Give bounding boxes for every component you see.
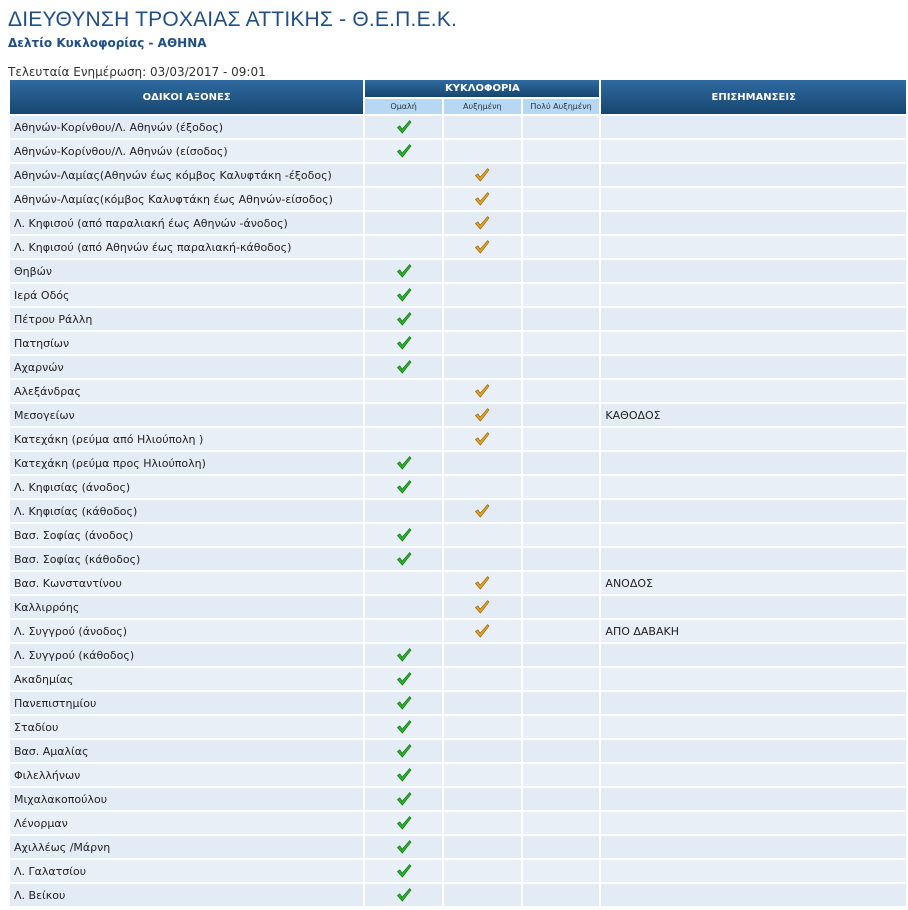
road-note (601, 764, 906, 786)
page-subtitle: Δελτίο Κυκλοφορίας - ΑΘΗΝΑ (8, 36, 207, 50)
road-note (601, 236, 906, 258)
road-name: Λ. Κηφισίας (κάθοδος) (10, 500, 363, 522)
traffic-level-cell (523, 620, 600, 642)
road-note (601, 740, 906, 762)
road-note (601, 716, 906, 738)
road-note (601, 668, 906, 690)
table-row (10, 260, 906, 282)
traffic-level-cell (523, 812, 600, 834)
check-green-icon (396, 671, 412, 687)
check-green-icon (396, 887, 412, 903)
table-row (10, 380, 906, 402)
road-note (601, 596, 906, 618)
traffic-level-cell (523, 116, 600, 138)
road-name: Αθηνών-Λαμίας(κόμβος Καλυφτάκη έως Αθηνών-είσοδος) (10, 188, 363, 210)
table-row (10, 140, 906, 162)
traffic-level-cell (523, 572, 600, 594)
traffic-level-cell (523, 764, 600, 786)
traffic-level-cell (444, 116, 521, 138)
traffic-table (8, 78, 908, 908)
road-note (601, 884, 906, 906)
traffic-level-cell (444, 836, 521, 858)
road-note (601, 644, 906, 666)
traffic-level-cell (365, 164, 442, 186)
table-row (10, 116, 906, 138)
road-note (601, 548, 906, 570)
table-row (10, 164, 906, 186)
road-name: Βασ. Σοφίας (άνοδος) (10, 524, 363, 546)
traffic-level-cell (365, 668, 442, 690)
traffic-level-cell (523, 524, 600, 546)
road-name: Αθηνών-Κορίνθου/Λ. Αθηνών (είσοδος) (10, 140, 363, 162)
traffic-level-cell (365, 236, 442, 258)
traffic-level-cell (365, 764, 442, 786)
traffic-level-cell (523, 452, 600, 474)
table-row (10, 308, 906, 330)
road-note (601, 692, 906, 714)
road-name: Λ. Συγγρού (άνοδος) (10, 620, 363, 642)
check-green-icon (396, 287, 412, 303)
road-note: ΚΑΘΟΔΟΣ (601, 404, 906, 426)
table-row (10, 572, 906, 594)
traffic-level-cell (365, 404, 442, 426)
road-note (601, 500, 906, 522)
road-name: Λ. Γαλατσίου (10, 860, 363, 882)
traffic-level-cell (444, 548, 521, 570)
check-green-icon (396, 839, 412, 855)
road-note (601, 860, 906, 882)
table-row (10, 548, 906, 570)
check-green-icon (396, 695, 412, 711)
header-level-normal: Ομαλή (365, 99, 442, 114)
traffic-level-cell (523, 236, 600, 258)
traffic-level-cell (365, 428, 442, 450)
traffic-level-cell (523, 428, 600, 450)
check-orange-icon (474, 383, 490, 399)
traffic-rows (10, 116, 906, 906)
check-green-icon (396, 263, 412, 279)
road-name: Μιχαλακοπούλου (10, 788, 363, 810)
traffic-level-cell (523, 164, 600, 186)
traffic-level-cell (523, 140, 600, 162)
traffic-level-cell (523, 476, 600, 498)
page-title: ΔΙΕΥΘΥΝΣΗ ΤΡΟΧΑΙΑΣ ΑΤΤΙΚΗΣ - Θ.Ε.Π.Ε.Κ. (8, 8, 458, 31)
traffic-level-cell (523, 548, 600, 570)
traffic-level-cell (523, 740, 600, 762)
table-row (10, 476, 906, 498)
traffic-level-cell (365, 572, 442, 594)
traffic-level-cell (523, 668, 600, 690)
traffic-level-cell (444, 428, 521, 450)
traffic-level-cell (444, 884, 521, 906)
traffic-level-cell (523, 596, 600, 618)
traffic-level-cell (365, 332, 442, 354)
traffic-level-cell (365, 692, 442, 714)
traffic-level-cell (365, 596, 442, 618)
road-name: Πανεπιστημίου (10, 692, 363, 714)
traffic-level-cell (444, 740, 521, 762)
traffic-level-cell (365, 500, 442, 522)
road-note (601, 380, 906, 402)
traffic-level-cell (365, 644, 442, 666)
road-note (601, 116, 906, 138)
check-orange-icon (474, 575, 490, 591)
traffic-level-cell (444, 788, 521, 810)
check-green-icon (396, 815, 412, 831)
header-level-increased: Αυξημένη (444, 99, 521, 114)
check-green-icon (396, 527, 412, 543)
traffic-level-cell (444, 596, 521, 618)
check-green-icon (396, 863, 412, 879)
road-name: Μεσογείων (10, 404, 363, 426)
road-name: Λ. Βείκου (10, 884, 363, 906)
check-orange-icon (474, 215, 490, 231)
traffic-level-cell (365, 284, 442, 306)
traffic-level-cell (444, 620, 521, 642)
traffic-level-cell (365, 116, 442, 138)
table-row (10, 620, 906, 642)
check-orange-icon (474, 167, 490, 183)
traffic-level-cell (444, 140, 521, 162)
table-row (10, 596, 906, 618)
check-green-icon (396, 647, 412, 663)
traffic-level-cell (365, 476, 442, 498)
road-name: Φιλελλήνων (10, 764, 363, 786)
traffic-level-cell (444, 716, 521, 738)
traffic-level-cell (444, 236, 521, 258)
table-row (10, 884, 906, 906)
road-name: Κατεχάκη (ρεύμα προς Ηλιούπολη) (10, 452, 363, 474)
road-note (601, 452, 906, 474)
road-name: Πατησίων (10, 332, 363, 354)
road-note (601, 428, 906, 450)
traffic-level-cell (365, 140, 442, 162)
traffic-level-cell (365, 548, 442, 570)
table-row (10, 524, 906, 546)
table-row (10, 428, 906, 450)
page-header (0, 0, 908, 80)
road-note (601, 836, 906, 858)
check-green-icon (396, 455, 412, 471)
check-green-icon (396, 335, 412, 351)
last-updated: Τελευταία Ενημέρωση: 03/03/2017 - 09:01 (8, 65, 266, 79)
traffic-level-cell (365, 812, 442, 834)
table-row (10, 452, 906, 474)
traffic-level-cell (365, 452, 442, 474)
traffic-level-cell (444, 668, 521, 690)
traffic-level-cell (523, 356, 600, 378)
check-green-icon (396, 767, 412, 783)
check-orange-icon (474, 623, 490, 639)
check-green-icon (396, 743, 412, 759)
road-name: Ακαδημίας (10, 668, 363, 690)
traffic-level-cell (444, 572, 521, 594)
road-note (601, 788, 906, 810)
table-row (10, 836, 906, 858)
traffic-level-cell (365, 188, 442, 210)
traffic-level-cell (444, 812, 521, 834)
traffic-level-cell (444, 212, 521, 234)
traffic-level-cell (523, 692, 600, 714)
traffic-level-cell (365, 620, 442, 642)
traffic-level-cell (365, 308, 442, 330)
road-name: Κατεχάκη (ρεύμα από Ηλιούπολη ) (10, 428, 363, 450)
traffic-level-cell (523, 260, 600, 282)
check-green-icon (396, 551, 412, 567)
traffic-level-cell (365, 260, 442, 282)
table-row (10, 500, 906, 522)
traffic-level-cell (444, 524, 521, 546)
road-name: Λ. Κηφισίας (άνοδος) (10, 476, 363, 498)
traffic-level-cell (444, 764, 521, 786)
traffic-level-cell (444, 380, 521, 402)
traffic-level-cell (523, 716, 600, 738)
road-note (601, 188, 906, 210)
road-name: Λ. Κηφισού (από Αθηνών έως παραλιακή-κάθοδος) (10, 236, 363, 258)
traffic-level-cell (365, 524, 442, 546)
road-name: Βασ. Σοφίας (κάθοδος) (10, 548, 363, 570)
table-row (10, 692, 906, 714)
header-roads: ΟΔΙΚΟΙ ΑΞΟΝΕΣ (10, 80, 363, 114)
road-name: Θηβών (10, 260, 363, 282)
road-name: Αθηνών-Λαμίας(Αθηνών έως κόμβος Καλυφτάκη -έξοδος) (10, 164, 363, 186)
traffic-level-cell (365, 716, 442, 738)
traffic-level-cell (523, 500, 600, 522)
traffic-level-cell (523, 788, 600, 810)
check-green-icon (396, 719, 412, 735)
road-name: Αθηνών-Κορίνθου/Λ. Αθηνών (έξοδος) (10, 116, 363, 138)
road-name: Λ. Κηφισού (από παραλιακή έως Αθηνών -άνοδος) (10, 212, 363, 234)
table-row (10, 788, 906, 810)
traffic-level-cell (523, 212, 600, 234)
road-note: ΑΝΟΔΟΣ (601, 572, 906, 594)
traffic-level-cell (444, 332, 521, 354)
check-orange-icon (474, 407, 490, 423)
road-name: Λ. Συγγρού (κάθοδος) (10, 644, 363, 666)
traffic-level-cell (523, 380, 600, 402)
traffic-level-cell (444, 404, 521, 426)
road-note (601, 284, 906, 306)
traffic-level-cell (444, 692, 521, 714)
traffic-level-cell (523, 836, 600, 858)
road-note (601, 332, 906, 354)
traffic-level-cell (444, 644, 521, 666)
road-note (601, 356, 906, 378)
check-green-icon (396, 311, 412, 327)
traffic-level-cell (365, 836, 442, 858)
traffic-level-cell (444, 356, 521, 378)
check-green-icon (396, 359, 412, 375)
road-note (601, 212, 906, 234)
check-green-icon (396, 119, 412, 135)
table-row (10, 212, 906, 234)
road-name: Αχιλλέως /Μάρνη (10, 836, 363, 858)
table-row (10, 764, 906, 786)
road-note (601, 476, 906, 498)
road-note (601, 260, 906, 282)
traffic-level-cell (444, 308, 521, 330)
road-note: ΑΠΟ ΔΑΒΑΚΗ (601, 620, 906, 642)
table-row (10, 404, 906, 426)
traffic-level-cell (365, 212, 442, 234)
road-name: Καλλιρρόης (10, 596, 363, 618)
header-notes: ΕΠΙΣΗΜΑΝΣΕΙΣ (601, 80, 906, 114)
check-green-icon (396, 479, 412, 495)
table-row (10, 644, 906, 666)
traffic-level-cell (523, 404, 600, 426)
check-orange-icon (474, 503, 490, 519)
check-orange-icon (474, 191, 490, 207)
check-green-icon (396, 791, 412, 807)
table-row (10, 716, 906, 738)
traffic-level-cell (523, 860, 600, 882)
table-row (10, 332, 906, 354)
check-orange-icon (474, 599, 490, 615)
traffic-level-cell (365, 740, 442, 762)
traffic-level-cell (365, 356, 442, 378)
traffic-level-cell (365, 380, 442, 402)
table-row (10, 668, 906, 690)
traffic-level-cell (444, 476, 521, 498)
traffic-level-cell (523, 332, 600, 354)
traffic-level-cell (365, 788, 442, 810)
traffic-level-cell (523, 644, 600, 666)
traffic-level-cell (365, 860, 442, 882)
road-name: Αχαρνών (10, 356, 363, 378)
road-note (601, 812, 906, 834)
traffic-level-cell (444, 188, 521, 210)
road-note (601, 164, 906, 186)
table-row (10, 284, 906, 306)
traffic-level-cell (523, 308, 600, 330)
check-orange-icon (474, 239, 490, 255)
table-row (10, 812, 906, 834)
road-name: Βασ. Αμαλίας (10, 740, 363, 762)
table-row (10, 236, 906, 258)
header-traffic: ΚΥΚΛΟΦΟΡΙΑ (365, 80, 599, 97)
traffic-level-cell (444, 500, 521, 522)
traffic-level-cell (523, 188, 600, 210)
road-name: Βασ. Κωνσταντίνου (10, 572, 363, 594)
road-name: Πέτρου Ράλλη (10, 308, 363, 330)
table-row (10, 356, 906, 378)
table-row (10, 740, 906, 762)
table-row (10, 188, 906, 210)
traffic-level-cell (365, 884, 442, 906)
traffic-level-cell (523, 284, 600, 306)
traffic-level-cell (444, 452, 521, 474)
traffic-level-cell (444, 284, 521, 306)
header-level-very-increased: Πολύ Αυξημένη (523, 99, 600, 114)
road-name: Σταδίου (10, 716, 363, 738)
road-note (601, 140, 906, 162)
road-note (601, 308, 906, 330)
traffic-level-cell (523, 884, 600, 906)
check-orange-icon (474, 431, 490, 447)
road-name: Αλεξάνδρας (10, 380, 363, 402)
check-green-icon (396, 143, 412, 159)
traffic-level-cell (444, 164, 521, 186)
road-name: Ιερά Οδός (10, 284, 363, 306)
table-row (10, 860, 906, 882)
traffic-level-cell (444, 260, 521, 282)
traffic-level-cell (444, 860, 521, 882)
road-name: Λένορμαν (10, 812, 363, 834)
road-note (601, 524, 906, 546)
